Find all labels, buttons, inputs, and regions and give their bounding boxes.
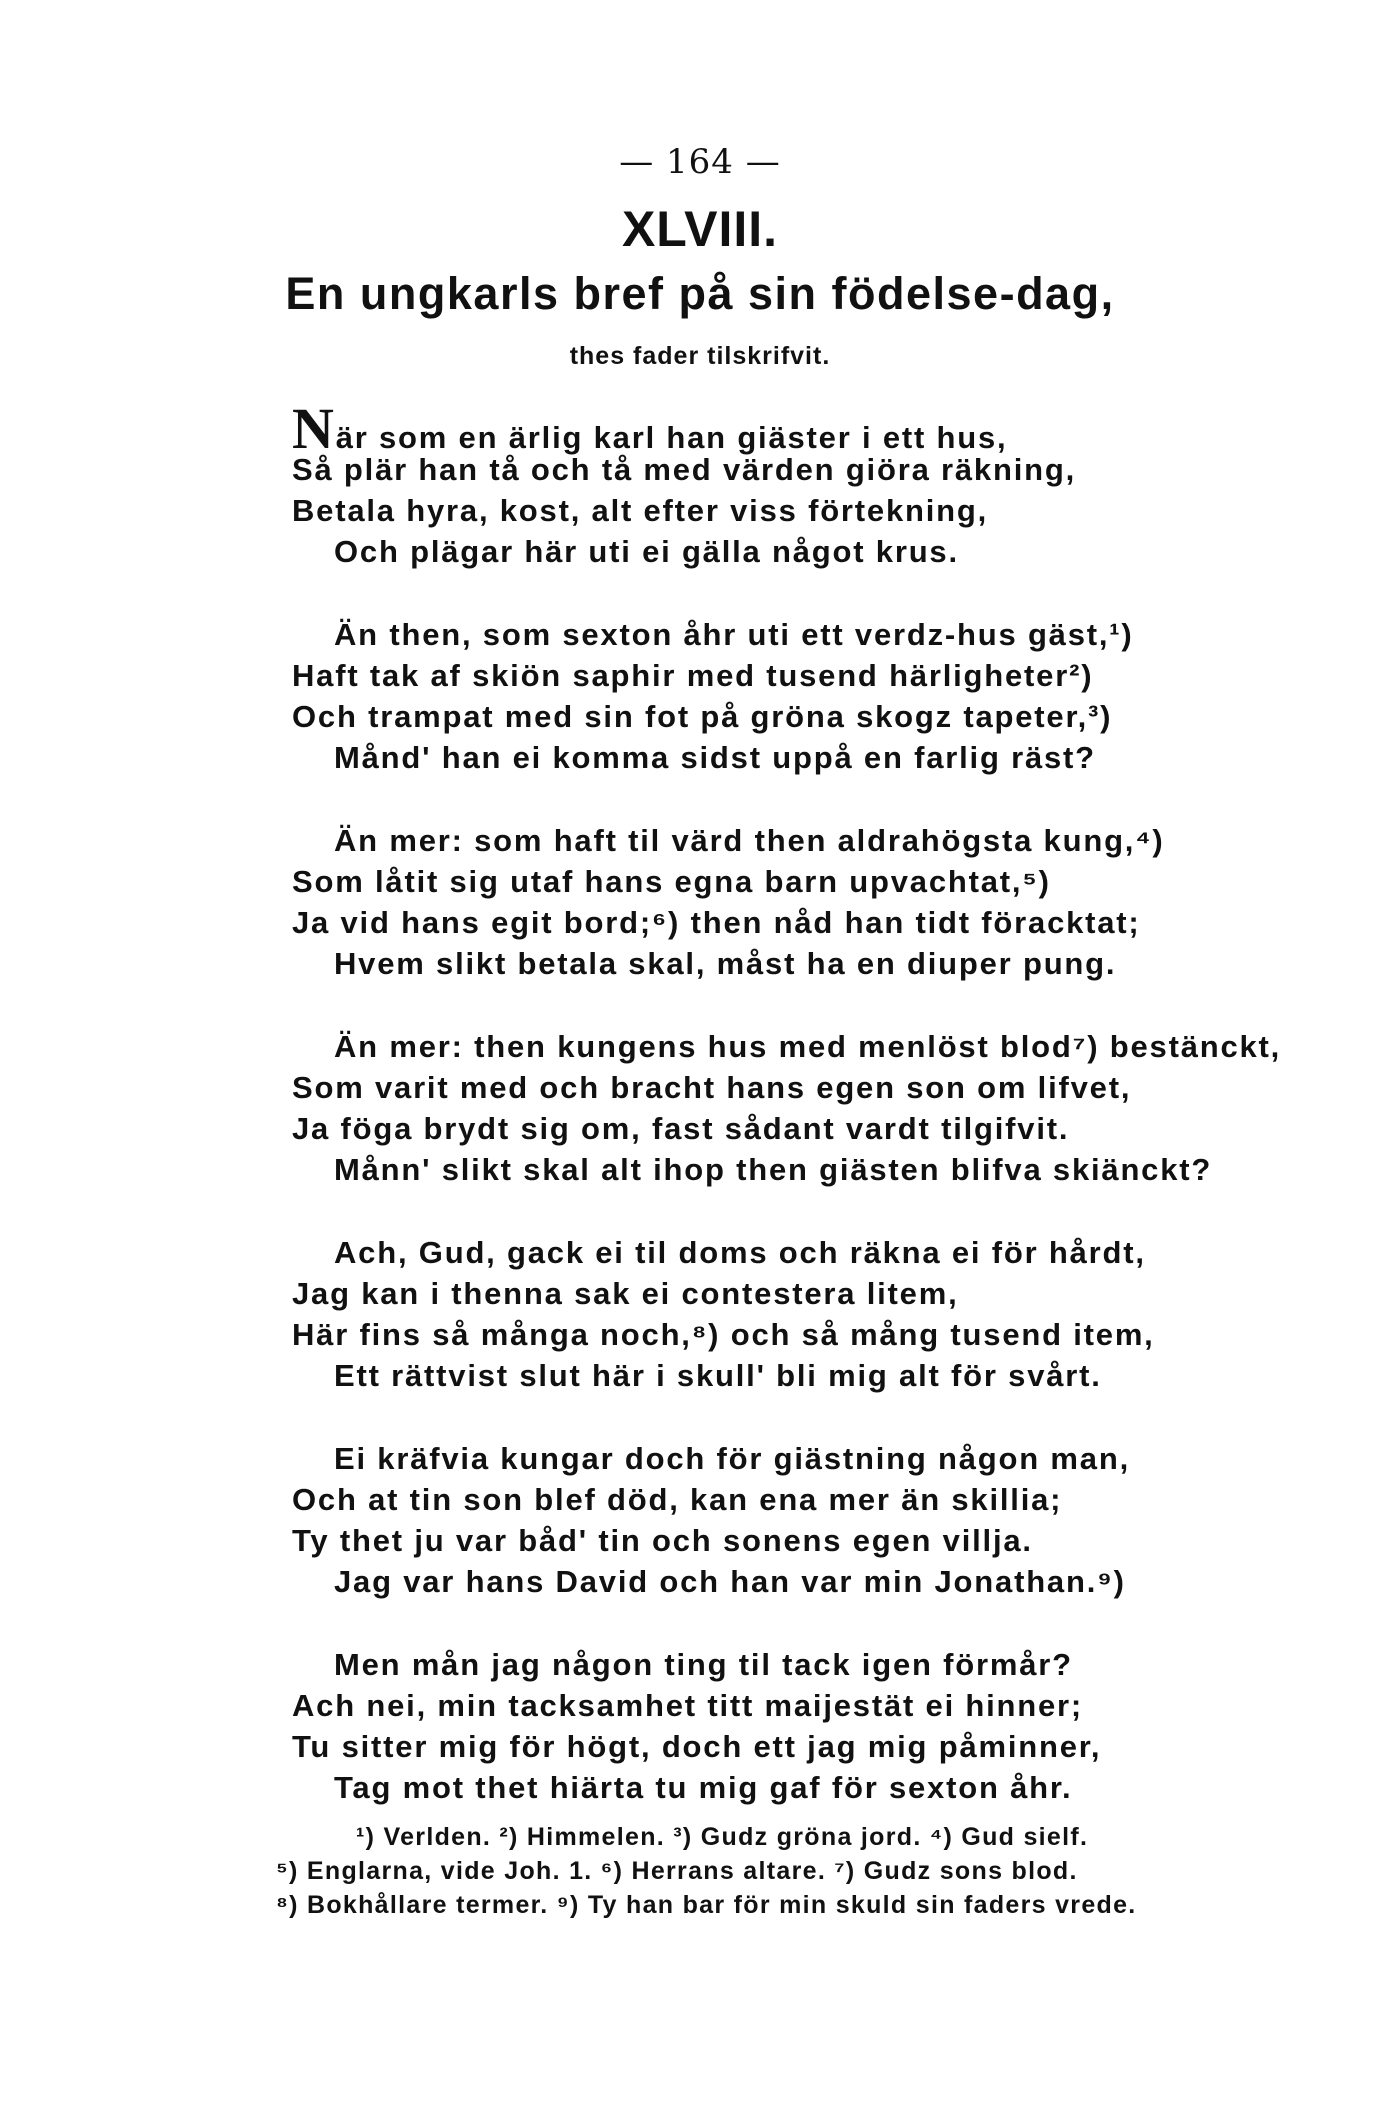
footnote-line: ⁵) Englarna, vide Joh. 1. ⁶) Herrans altare. ⁷) Gudz sons blod. (276, 1857, 1078, 1885)
stanza-4 (292, 1026, 1332, 1190)
poem-line: Tu sitter mig för högt, doch ett jag mig påminner, (292, 1729, 1102, 1764)
stanza-3 (292, 820, 1332, 984)
page-number: — 164 — (619, 142, 781, 182)
stanza-1 (292, 396, 1332, 572)
drop-cap: N (292, 396, 336, 461)
footnote-line: ¹) Verlden. ²) Himmelen. ³) Gudz gröna jord. ⁴) Gud sielf. (356, 1823, 1089, 1851)
poem-line: Som varit med och bracht hans egen son om lifvet, (292, 1070, 1132, 1105)
footnote-line: ⁸) Bokhållare termer. ⁹) Ty han bar för min skuld sin faders vrede. (276, 1891, 1137, 1919)
poem-line: Än then, som sexton åhr uti ett verdz-hus gäst,¹) (334, 617, 1134, 652)
poem-line: Jag kan i thenna sak ei contestera litem, (292, 1276, 959, 1311)
poem-line: Tag mot thet hiärta tu mig gaf för sexton åhr. (334, 1770, 1073, 1805)
poem-line: Och at tin son blef död, kan ena mer än skillia; (292, 1482, 1063, 1517)
poem-line (292, 396, 1332, 461)
poem-line: Men mån jag någon ting til tack igen förmår? (334, 1647, 1073, 1682)
poem-line: Månn' slikt skal alt ihop then giästen blifva skiänckt? (334, 1152, 1213, 1187)
stanza-5 (292, 1232, 1332, 1396)
poem-line: Haft tak af skiön saphir med tusend härligheter²) (292, 658, 1094, 693)
poem-line: Än mer: som haft til värd then aldrahögsta kung,⁴) (334, 823, 1165, 858)
poem-line: Betala hyra, kost, alt efter viss förtekning, (292, 493, 989, 528)
poem-subtitle: thes fader tilskrifvit. (569, 342, 831, 370)
poem-line: Som låtit sig utaf hans egna barn upvachtat,⁵) (292, 864, 1051, 899)
poem-line: Ett rättvist slut här i skull' bli mig alt för svårt. (334, 1358, 1102, 1393)
stanza-7 (292, 1644, 1332, 1808)
poem-line: Och trampat med sin fot på gröna skogz tapeter,³) (292, 699, 1113, 734)
poem-line: Ei kräfvia kungar doch för giästning någon man, (334, 1441, 1130, 1476)
poem-line: Månd' han ei komma sidst uppå en farlig räst? (334, 740, 1096, 775)
poem-line: Och plägar här uti ei gälla något krus. (334, 534, 959, 569)
chapter-number: XLVIII. (621, 201, 779, 257)
stanza-6 (292, 1438, 1332, 1602)
poem-line: Så plär han tå och tå med värden giöra räkning, (292, 452, 1077, 487)
poem-line: Ach nei, min tacksamhet titt maijestät ei hinner; (292, 1688, 1084, 1723)
poem-line: Än mer: then kungens hus med menlöst blod⁷) bestänckt, (334, 1029, 1282, 1064)
poem-title: En ungkarls bref på sin födelse-dag, (285, 268, 1115, 319)
poem-line: Ja vid hans egit bord;⁶) then nåd han tidt föracktat; (292, 905, 1141, 940)
poem-line: Ja föga brydt sig om, fast sådant vardt tilgifvit. (292, 1111, 1070, 1146)
line-text: är som en ärlig karl han giäster i ett hus, (335, 420, 1008, 455)
poem-line: Jag var hans David och han var min Jonathan.⁹) (334, 1564, 1126, 1599)
footnotes (276, 1820, 1336, 1922)
poem-line: Ach, Gud, gack ei til doms och räkna ei för hårdt, (334, 1235, 1146, 1270)
poem-line: Ty thet ju var båd' tin och sonens egen villja. (292, 1523, 1033, 1558)
poem-line: Här fins så många noch,⁸) och så mång tusend item, (292, 1317, 1155, 1352)
poem-body (292, 396, 1332, 1850)
poem-line: Hvem slikt betala skal, måst ha en diuper pung. (334, 946, 1117, 981)
stanza-2 (292, 614, 1332, 778)
